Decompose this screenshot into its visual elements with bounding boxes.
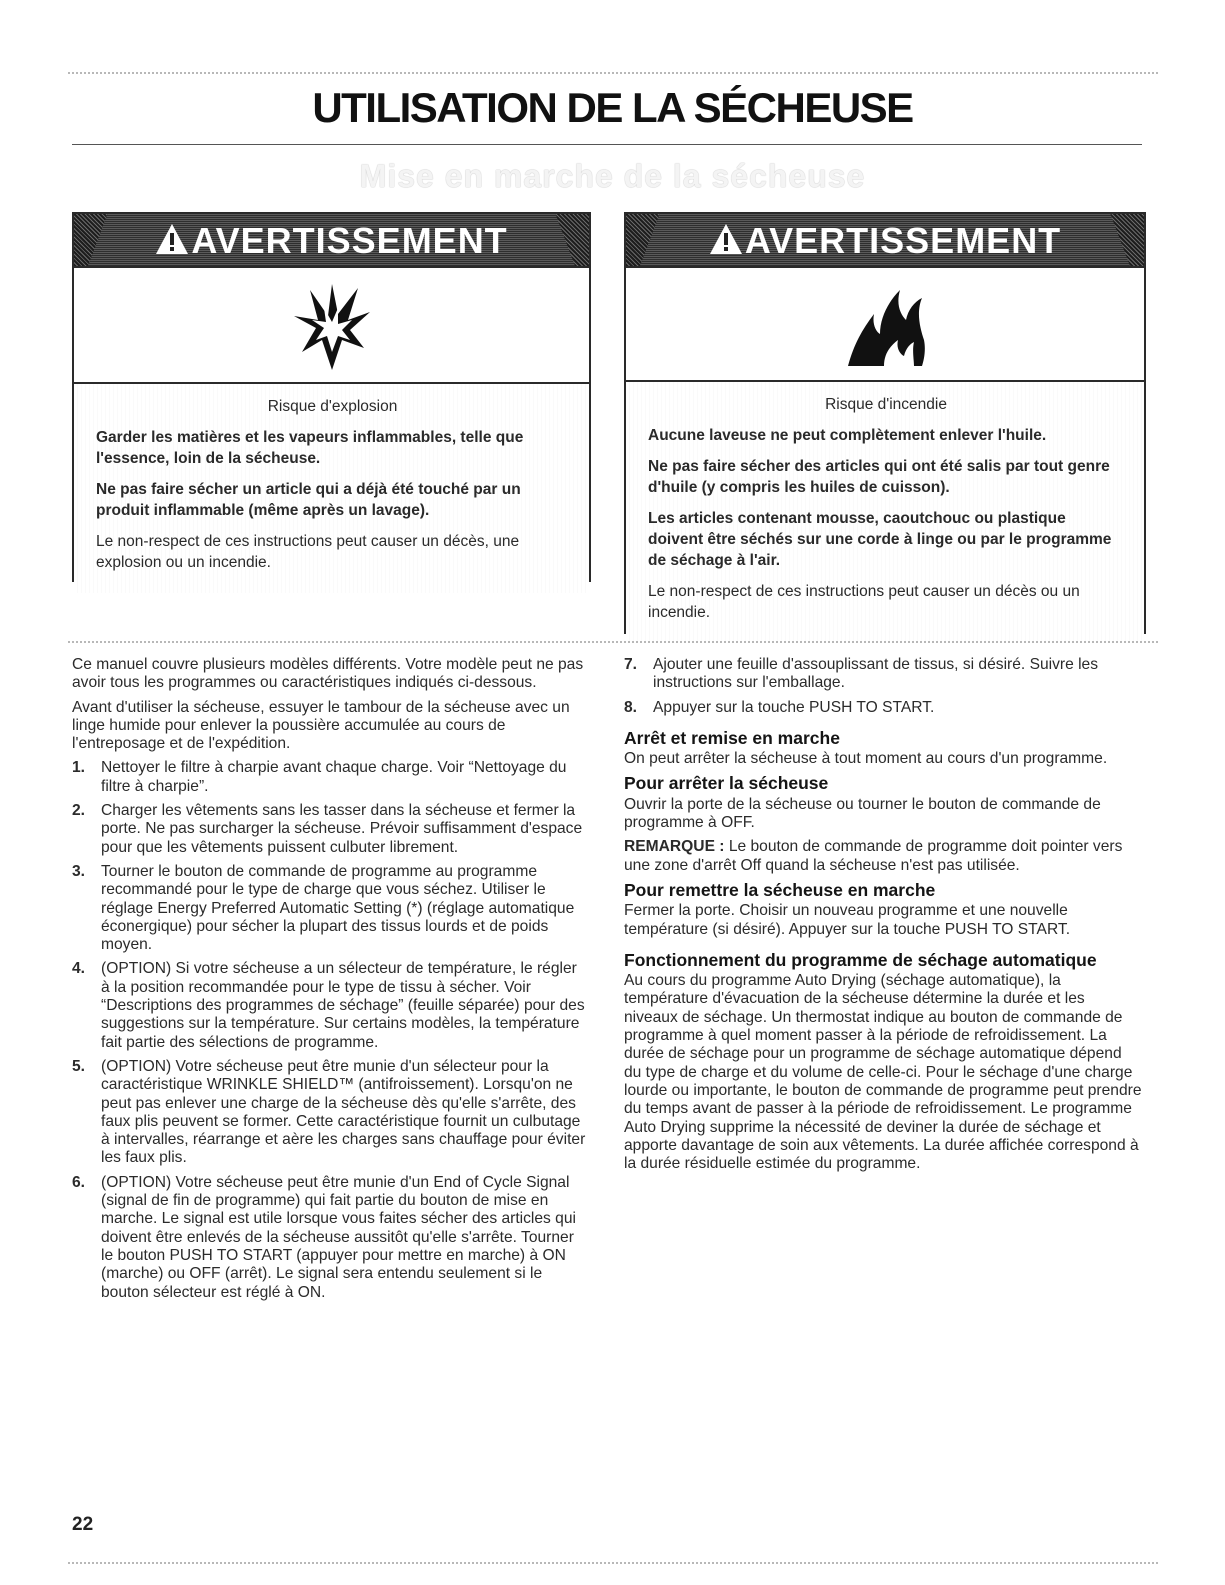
warning-header (626, 214, 1144, 268)
step-number: 2. (72, 802, 86, 820)
warning-paragraph: Ne pas faire sécher un article qui a déjà été touché par un produit inflammable (même après un lavage). (96, 481, 521, 519)
list-item (72, 960, 588, 1051)
bottom-dotted-rule (68, 1562, 1158, 1564)
warning-paragraph: Garder les matières et les vapeurs inflammables, telle que l'essence, loin de la sécheuse. (96, 429, 524, 467)
hazard-title: Risque d'explosion (267, 398, 398, 415)
step-text: Nettoyer le filtre à charpie avant chaque charge. Voir “Nettoyage du filtre à charpie”. (101, 759, 567, 795)
warning-header-label: AVERTISSEMENT (191, 220, 508, 261)
title-rule (72, 144, 1142, 145)
step-text: (OPTION) Votre sécheuse peut être munie d'un End of Cycle Signal (signal de fin de programme) qui fait partie du bouton de mise en marche. Le signal est utile lorsque vous faites sécher des articles qui doivent être enlevés de la sécheuse aussitôt qu'elle s'arrête. Tourner le bouton PUSH TO START (appuyer pour mettre en marche) à ON (marche) ou OFF (arrêt). Le signal sera entendu seulement si le bouton sélecteur est réglé à ON. (101, 1173, 576, 1301)
step-number: 3. (72, 862, 86, 880)
section-heading: Fonctionnement du programme de séchage automatique (624, 949, 1097, 970)
section-text: Fermer la porte. Choisir un nouveau programme et une nouvelle température (si désiré). Appuyer sur la touche PUSH TO START. (624, 902, 1071, 938)
fire-icon (844, 284, 928, 373)
step-text: (OPTION) Si votre sécheuse a un sélecteur de température, le régler à la position recommandée pour le type de tissu à sécher. Voir “Descriptions des programmes de séchage” (feuille séparée) pour des suggestions sur la température. Sur certains modèles, la température fait partie des sélections de programme. (101, 960, 585, 1051)
step-number: 7. (624, 656, 638, 673)
note-text: Le bouton de commande de programme doit pointer vers une zone d'arrêt Off quand la sécheuse n'est pas utilisée. (624, 838, 1123, 874)
warning-body (626, 382, 1144, 643)
hazard-title: Risque d'incendie (825, 396, 947, 413)
section-text: Ouvrir la porte de la sécheuse ou tourner le bouton de commande de programme à OFF. (624, 795, 1101, 832)
step-text: Tourner le bouton de commande de programme au programme recommandé pour le type de charge que vous séchez. Utiliser le réglage Energy Preferred Automatic Setting (*) (réglage automatique éconergique) pour sécher la plupart des tissus lourds et de poids moyen. (101, 862, 575, 954)
warning-box-fire (624, 212, 1146, 634)
warning-header-label: AVERTISSEMENT (744, 220, 1062, 261)
step-number: 5. (72, 1057, 86, 1075)
warning-paragraph: Aucune laveuse ne peut complètement enlever l'huile. (648, 427, 1047, 444)
warning-paragraph: Le non-respect de ces instructions peut causer un décès ou un incendie. (648, 583, 1080, 621)
warning-header (74, 214, 589, 268)
note-paragraph (624, 838, 1142, 875)
page-number: 22 (72, 1514, 94, 1535)
warning-paragraph: Les articles contenant mousse, caoutchouc ou plastique doivent être séchés sur une corde à linge ou par le programme de séchage à l'air. (648, 510, 1112, 569)
warning-triangle-icon (709, 222, 743, 264)
right-column (624, 656, 1142, 1179)
section-subtitle: Mise en marche de la sécheuse (359, 158, 866, 194)
note-label: REMARQUE : (624, 838, 725, 856)
step-number: 1. (72, 759, 86, 777)
page-title: UTILISATION DE LA SÉCHEUSE (312, 84, 913, 131)
section-text: On peut arrêter la sécheuse à tout moment au cours d'un programme. (624, 750, 1108, 768)
section-text: Au cours du programme Auto Drying (séchage automatique), la température d'évacuation de la sécheuse détermine la durée et les niveaux de séchage. Un thermostat indique au bouton de commande de programme à quel moment passer à la période de refroidissement. La durée de séchage pour un programme de séchage automatique dépend du type de charge et du volume de celle-ci. Pour le séchage d'une charge lourde ou importante, le bouton de commande de programme peut prendre du temps avant de passer à la période de refroidissement. Le programme Auto Drying supprime la nécessité de deviner la durée de séchage et apporte davantage de soin aux vêtements. La durée affichée correspond à la durée résiduelle estimée du programme. (624, 972, 1142, 1173)
left-column (72, 656, 588, 1308)
warning-box-explosion (72, 212, 591, 582)
mid-dotted-rule (68, 641, 1158, 643)
top-dotted-rule (68, 72, 1158, 74)
step-text: Ajouter une feuille d'assouplissant de tissus, si désiré. Suivre les instructions sur l'emballage. (653, 656, 1099, 692)
list-item (72, 863, 588, 954)
section-heading: Arrêt et remise en marche (624, 727, 840, 748)
list-item (624, 699, 1142, 717)
intro-paragraph: Ce manuel couvre plusieurs modèles différents. Votre modèle peut ne pas avoir tous les programmes ou caractéristiques indiqués ci-dessous. (72, 656, 584, 692)
warning-paragraph: Ne pas faire sécher des articles qui ont été salis par tout genre d'huile (y compris les huiles de cuisson). (648, 458, 1110, 496)
warning-triangle-icon (155, 222, 189, 264)
list-item (72, 1174, 588, 1302)
step-text: Charger les vêtements sans les tasser dans la sécheuse et fermer la porte. Ne pas surcharger la sécheuse. Prévoir suffisamment d'espace pour que les vêtements puissent culbuter librement. (101, 802, 583, 856)
explosion-icon (292, 282, 372, 375)
warning-body (74, 384, 589, 593)
list-item (72, 802, 588, 857)
step-text: Appuyer sur la touche PUSH TO START. (653, 698, 935, 716)
list-item (72, 1058, 588, 1168)
warning-paragraph: Le non-respect de ces instructions peut causer un décès, une explosion ou un incendie. (96, 533, 520, 571)
step-number: 4. (72, 960, 86, 978)
step-text: (OPTION) Votre sécheuse peut être munie d'un sélecteur pour la caractéristique WRINKLE SHIELD™ (antifroissement). Lorsqu'on ne peut pas enlever une charge de la sécheuse dès qu'elle s'arrête, des faux plis peuvent se former. Cette caractéristique fournit un culbutage à intervalles, réarrange et aère les charges sans chauffage pour éviter les faux plis. (101, 1057, 586, 1167)
section-heading: Pour remettre la sécheuse en marche (624, 879, 936, 900)
list-item (72, 759, 588, 796)
section-heading: Pour arrêter la sécheuse (624, 773, 829, 794)
intro-paragraph: Avant d'utiliser la sécheuse, essuyer le tambour de la sécheuse avec un linge humide pour enlever la poussière accumulée au cours de l'entreposage et de l'expédition. (72, 698, 570, 753)
step-number: 6. (72, 1173, 86, 1191)
step-number: 8. (624, 698, 638, 716)
list-item (624, 656, 1142, 693)
